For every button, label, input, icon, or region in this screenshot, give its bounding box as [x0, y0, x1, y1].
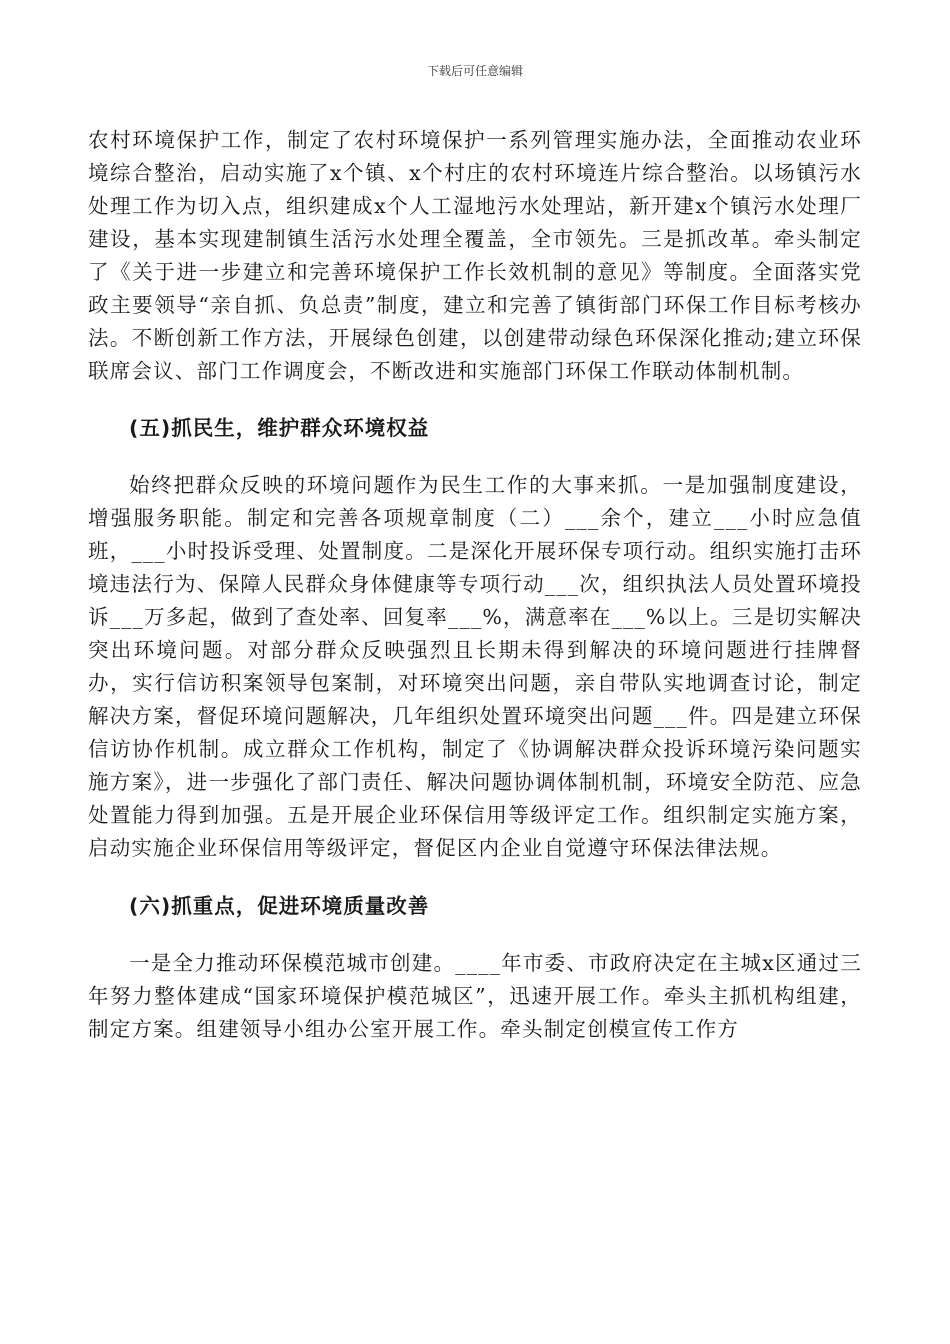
section-heading-5: (五)抓民生，维护群众环境权益: [129, 416, 430, 440]
body-paragraph-3: 一是全力推动环保模范城市创建。____年市委、市政府决定在主城x区通过三年努力整体建成“国家环境保护模范城区”，迅速开展工作。牵头主抓机构组建，制定方案。组建领导小组办公室开展工作。牵头制定创模宣传工作方: [88, 951, 862, 1041]
document-body: [88, 124, 862, 1046]
page-header-note: 下载后可任意编辑: [426, 64, 523, 78]
body-paragraph-1: 农村环境保护工作，制定了农村环境保护一系列管理实施办法，全面推动农业环境综合整治，启动实施了x个镇、x个村庄的农村环境连片综合整治。以场镇污水处理工作为切入点，组织建成x个人工湿地污水处理站，新开建x个镇污水处理厂建设，基本实现建制镇生活污水处理全覆盖，全市领先。三是抓改革。牵头制定了《关于进一步建立和完善环境保护工作长效机制的意见》等制度。全面落实党政主要领导“亲自抓、负总责”制度，建立和完善了镇街部门环保工作目标考核办法。不断创新工作方法，开展绿色创建，以创建带动绿色环保深化推动;建立环保联席会议、部门工作调度会，不断改进和实施部门环保工作联动体制机制。: [88, 128, 862, 383]
section-heading-6: (六)抓重点，促进环境质量改善: [129, 894, 430, 918]
body-paragraph-2: 始终把群众反映的环境问题作为民生工作的大事来抓。一是加强制度建设，增强服务职能。制定和完善各项规章制度（二）___余个，建立___小时应急值班，___小时投诉受理、处置制度。二是深化开展环保专项行动。组织实施打击环境违法行为、保障人民群众身体健康等专项行动___次，组织执法人员处置环境投诉___万多起，做到了查处率、回复率___%，满意率在___%以上。三是切实解决突出环境问题。对部分群众反映强烈且长期未得到解决的环境问题进行挂牌督办，实行信访积案领导包案制，对环境突出问题，亲自带队实地调查讨论，制定解决方案，督促环境问题解决，几年组织处置环境突出问题___件。四是建立环保信访协作机制。成立群众工作机构，制定了《协调解决群众投诉环境污染问题实施方案》，进一步强化了部门责任、解决问题协调体制机制，环境安全防范、应急处置能力得到加强。五是开展企业环保信用等级评定工作。组织制定实施方案，启动实施企业环保信用等级评定，督促区内企业自觉遵守环保法律法规。: [88, 473, 862, 860]
